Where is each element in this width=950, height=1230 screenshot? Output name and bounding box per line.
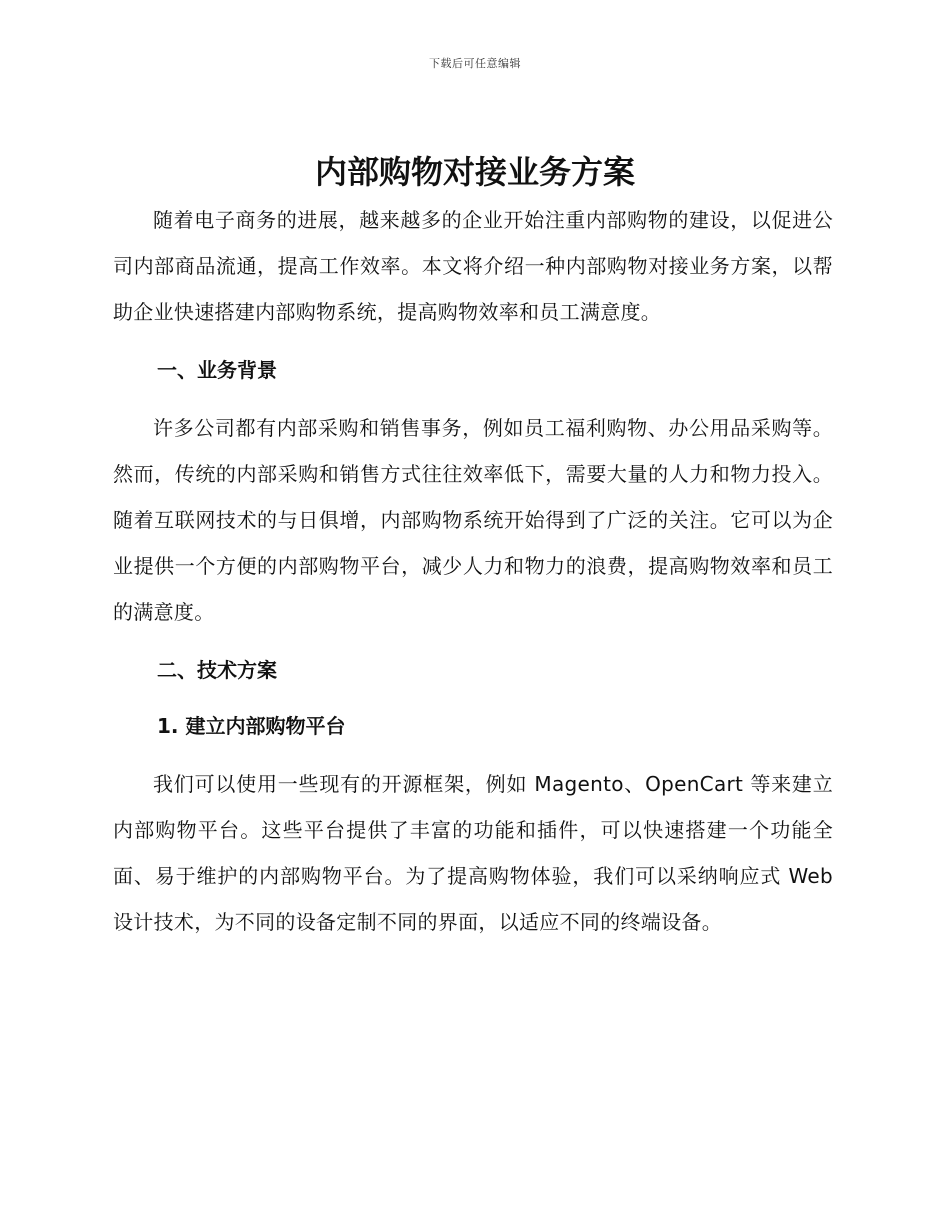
section-heading-technical: 二、技术方案 xyxy=(157,658,277,682)
header-note: 下载后可任意编辑 xyxy=(429,57,521,70)
subsection-heading-platform: 1. 建立内部购物平台 xyxy=(157,714,346,738)
platform-paragraph: 我们可以使用一些现有的开源框架，例如 Magento、OpenCart 等来建立内部购物平台。这些平台提供了丰富的功能和插件，可以快速搭建一个功能全面、易于维护的内部购物平台。为了提高购物体验，我们可以采纳响应式 Web 设计技术，为不同的设备定制不同的界面，以适应不同的终端设备。 xyxy=(113,772,833,934)
document-title: 内部购物对接业务方案 xyxy=(314,153,635,191)
section-heading-background: 一、业务背景 xyxy=(157,358,277,382)
intro-paragraph: 随着电子商务的进展，越来越多的企业开始注重内部购物的建设，以促进公司内部商品流通，提高工作效率。本文将介绍一种内部购物对接业务方案，以帮助企业快速搭建内部购物系统，提高购物效率和员工满意度。 xyxy=(113,208,833,324)
document-body xyxy=(113,197,833,945)
background-paragraph: 许多公司都有内部采购和销售事务，例如员工福利购物、办公用品采购等。然而，传统的内部采购和销售方式往往效率低下，需要大量的人力和物力投入。随着互联网技术的与日俱增，内部购物系统开始得到了广泛的关注。它可以为企业提供一个方便的内部购物平台，减少人力和物力的浪费，提高购物效率和员工的满意度。 xyxy=(113,416,833,624)
